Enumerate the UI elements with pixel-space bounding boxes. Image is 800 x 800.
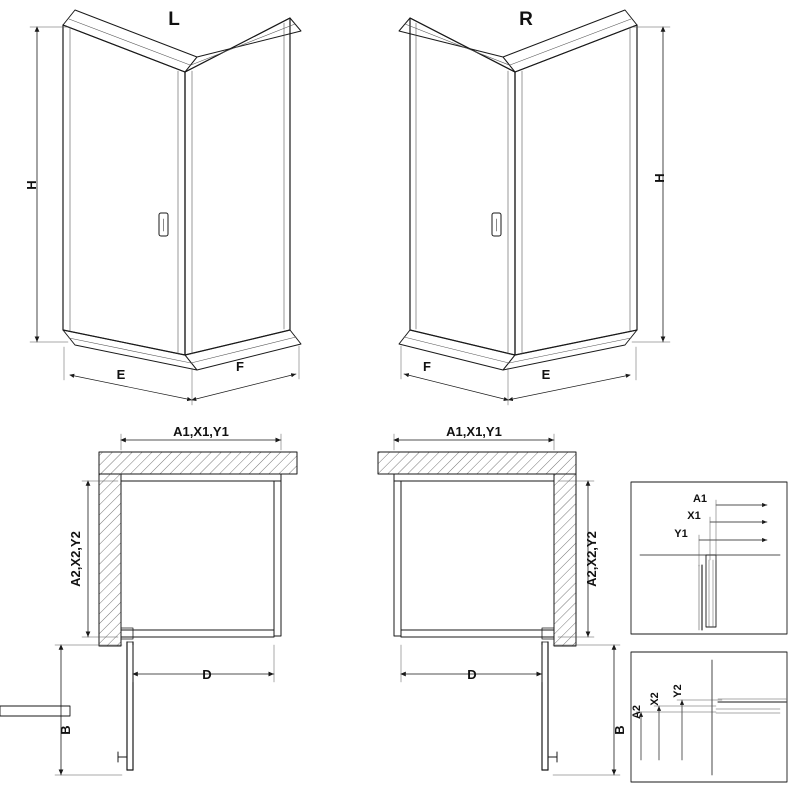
label-iso-right-front-left: F bbox=[423, 359, 431, 374]
label-iso-left-front-left: E bbox=[116, 367, 126, 382]
detail-top-dimensions bbox=[699, 500, 767, 566]
label-plan-left-side: A2,X2,Y2 bbox=[68, 531, 83, 587]
door-handle-right-iso bbox=[492, 213, 501, 236]
label-plan-right-side: A2,X2,Y2 bbox=[584, 531, 599, 587]
detail-view-top bbox=[631, 482, 787, 634]
label-detail-y1: Y1 bbox=[674, 528, 688, 540]
label-detail-y2: Y2 bbox=[672, 684, 684, 698]
label-iso-right-front-right: E bbox=[541, 367, 551, 382]
plan-view-right bbox=[378, 434, 620, 775]
iso-view-right bbox=[399, 10, 670, 405]
label-variant-right: R bbox=[519, 9, 533, 30]
detail-view-bottom bbox=[0, 652, 787, 782]
plan-view-left bbox=[55, 434, 297, 775]
label-plan-right-door: D bbox=[467, 667, 477, 682]
label-plan-right-depth: B bbox=[612, 725, 627, 735]
label-plan-right-top: A1,X1,Y1 bbox=[446, 424, 502, 439]
label-detail-x2: X2 bbox=[649, 692, 661, 706]
label-plan-left-depth: B bbox=[58, 725, 73, 735]
door-handle-left-iso bbox=[159, 213, 168, 236]
label-iso-left-front-right: F bbox=[236, 359, 244, 374]
label-detail-x1: X1 bbox=[687, 510, 701, 522]
label-height-right: H bbox=[652, 173, 667, 183]
detail-bottom-dimensions bbox=[636, 700, 722, 760]
dimension-height-right bbox=[632, 27, 670, 342]
dimension-b-right bbox=[553, 645, 620, 775]
label-detail-a1: A1 bbox=[692, 493, 708, 505]
label-detail-a2: A2 bbox=[631, 704, 643, 720]
label-height-left: H bbox=[24, 180, 39, 190]
label-plan-left-door: D bbox=[202, 667, 212, 682]
iso-view-left bbox=[30, 10, 301, 405]
dimension-b-left bbox=[55, 645, 122, 775]
label-variant-left: L bbox=[168, 9, 180, 30]
label-plan-left-top: A1,X1,Y1 bbox=[173, 424, 229, 439]
